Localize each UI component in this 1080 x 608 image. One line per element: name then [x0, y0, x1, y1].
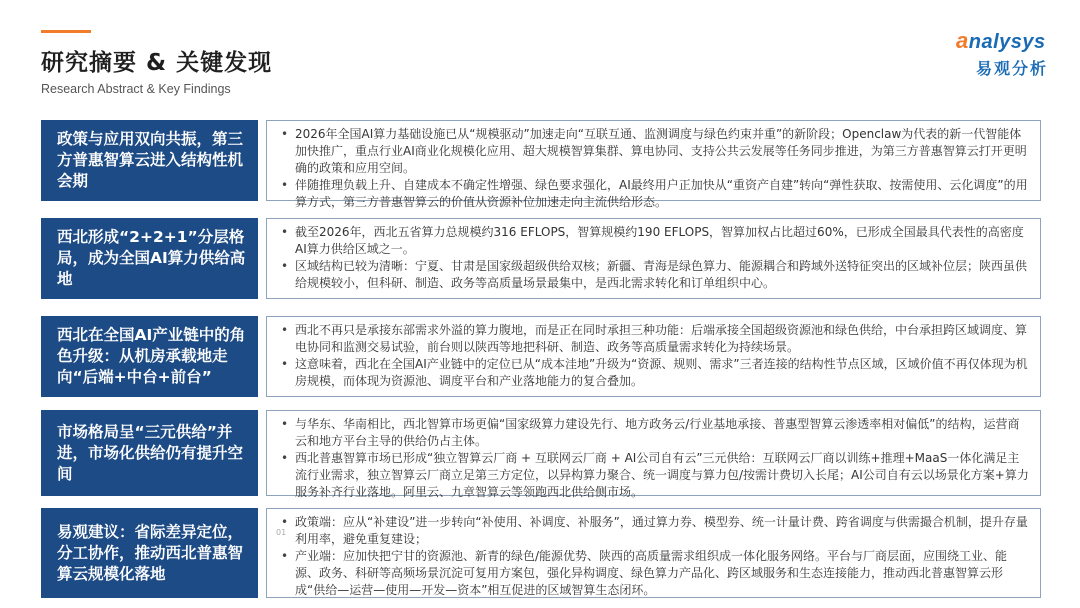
- finding-bullet: • 伴随推理负载上升、自建成本不确定性增强、绿色要求强化，AI最终用户正加快从“重资产自建”转向“弹性获取、按需使用、云化调度”的用算方式，第三方普惠智算云的价值从资源补位加速走向主流供给形态。: [279, 177, 1030, 211]
- finding-content-2: [266, 218, 1041, 299]
- finding-bullet: • 西北不再只是承接东部需求外溢的算力腹地，而是正在同时承担三种功能：后端承接全国超级资源池和绿色供给，中台承担跨区域调度、算电协同和监测交易试验，前台则以陕西等地把科研、制造、政务等高质量需求转化为持续场景。: [279, 322, 1030, 356]
- finding-row-1: [41, 120, 1041, 209]
- title-accent-bar: [41, 30, 91, 33]
- logo-chinese-name: 易观分析: [976, 59, 1049, 78]
- finding-content-1: [266, 120, 1041, 209]
- finding-bullet: • 西北普惠智算市场已形成“独立智算云厂商 + 互联网云厂商 + AI公司自有云”三元供给：互联网云厂商以训练+推理+MaaS一体化满足主流行业需求，独立智算云厂商立足第三方定位，以异构算力聚合、统一调度与算力包/按需计费切入长尾；AI公司自有云以场景化方案+算力服务补齐行业落地。阿里云、九章智算云等领跑西北供给侧市场。: [279, 450, 1030, 501]
- analysys-logo: [956, 24, 1066, 84]
- page-number: 01: [276, 528, 287, 537]
- finding-heading-1: 政策与应用双向共振，第三方普惠智算云进入结构性机会期: [41, 120, 258, 201]
- finding-heading-3: 西北在全国AI产业链中的角色升级：从机房承载地走向“后端+中台+前台”: [41, 316, 258, 397]
- page-subtitle: Research Abstract & Key Findings: [41, 82, 231, 96]
- finding-heading-4: 市场格局呈“三元供给”并进，市场化供给仍有提升空间: [41, 410, 258, 496]
- finding-bullet: • 政策端：应从“补建设”进一步转向“补使用、补调度、补服务”，通过算力券、模型券、统一计量计费、跨省调度与供需撮合机制，提升存量利用率，避免重复建设；: [279, 514, 1030, 548]
- finding-content-5: [266, 508, 1041, 598]
- finding-heading-2: 西北形成“2+2+1”分层格局，成为全国AI算力供给高地: [41, 218, 258, 299]
- finding-bullet: • 截至2026年，西北五省算力总规模约316 EFLOPS，智算规模约190 EFLOPS，智算加权占比超过60%，已形成全国最具代表性的高密度AI算力供给区域之一。: [279, 224, 1030, 258]
- finding-heading-5: 易观建议：省际差异定位，分工协作，推动西北普惠智算云规模化落地: [41, 508, 258, 598]
- finding-row-3: [41, 316, 1041, 397]
- finding-row-2: [41, 218, 1041, 299]
- finding-bullet: • 2026年全国AI算力基础设施已从“规模驱动”加速走向“互联互通、监测调度与绿色约束并重”的新阶段；Openclaw为代表的新一代智能体加快推广，重点行业AI商业化规模化应用、超大规模智算集群、算电协同、支持公共云发展等任务同步推进，为第三方普惠智算云打开更明确的政策和应用空间。: [279, 126, 1030, 177]
- finding-bullet: • 区域结构已较为清晰：宁夏、甘肃是国家级超级供给双核；新疆、青海是绿色算力、能源耦合和跨域外送特征突出的区域补位层；陕西虽供给规模较小，但科研、制造、政务等高质量场景最集中，是西北需求转化和订单组织中心。: [279, 258, 1030, 292]
- finding-bullet: • 这意味着，西北在全国AI产业链中的定位已从“成本洼地”升级为“资源、规则、需求”三者连接的结构性节点区域，区域价值不再仅体现为机房规模，而体现为资源池、调度平台和产业落地能力的复合叠加。: [279, 356, 1030, 390]
- finding-content-3: [266, 316, 1041, 397]
- finding-bullet: • 与华东、华南相比，西北智算市场更偏“国家级算力建设先行、地方政务云/行业基地承接、普惠型智算云渗透率相对偏低”的结构，运营商云和地方平台主导的供给仍占主体。: [279, 416, 1030, 450]
- finding-bullet: • 产业端：应加快把宁甘的资源池、新青的绿色/能源优势、陕西的高质量需求组织成一体化服务网络。平台与厂商层面，应围绕工业、能源、政务、科研等高频场景沉淀可复用方案包，强化异构调度、绿色算力产品化、跨区域服务和生态连接能力，推动西北普惠智算云形成“供给—运营—使用—开发—资本”相互促进的区域智算生态闭环。: [279, 548, 1030, 599]
- finding-row-4: [41, 410, 1041, 499]
- finding-content-4: [266, 410, 1041, 499]
- logo-wordmark: analysys: [956, 28, 1046, 53]
- finding-row-5: [41, 508, 1041, 598]
- page-title: 研究摘要 & 关键发现: [41, 50, 273, 76]
